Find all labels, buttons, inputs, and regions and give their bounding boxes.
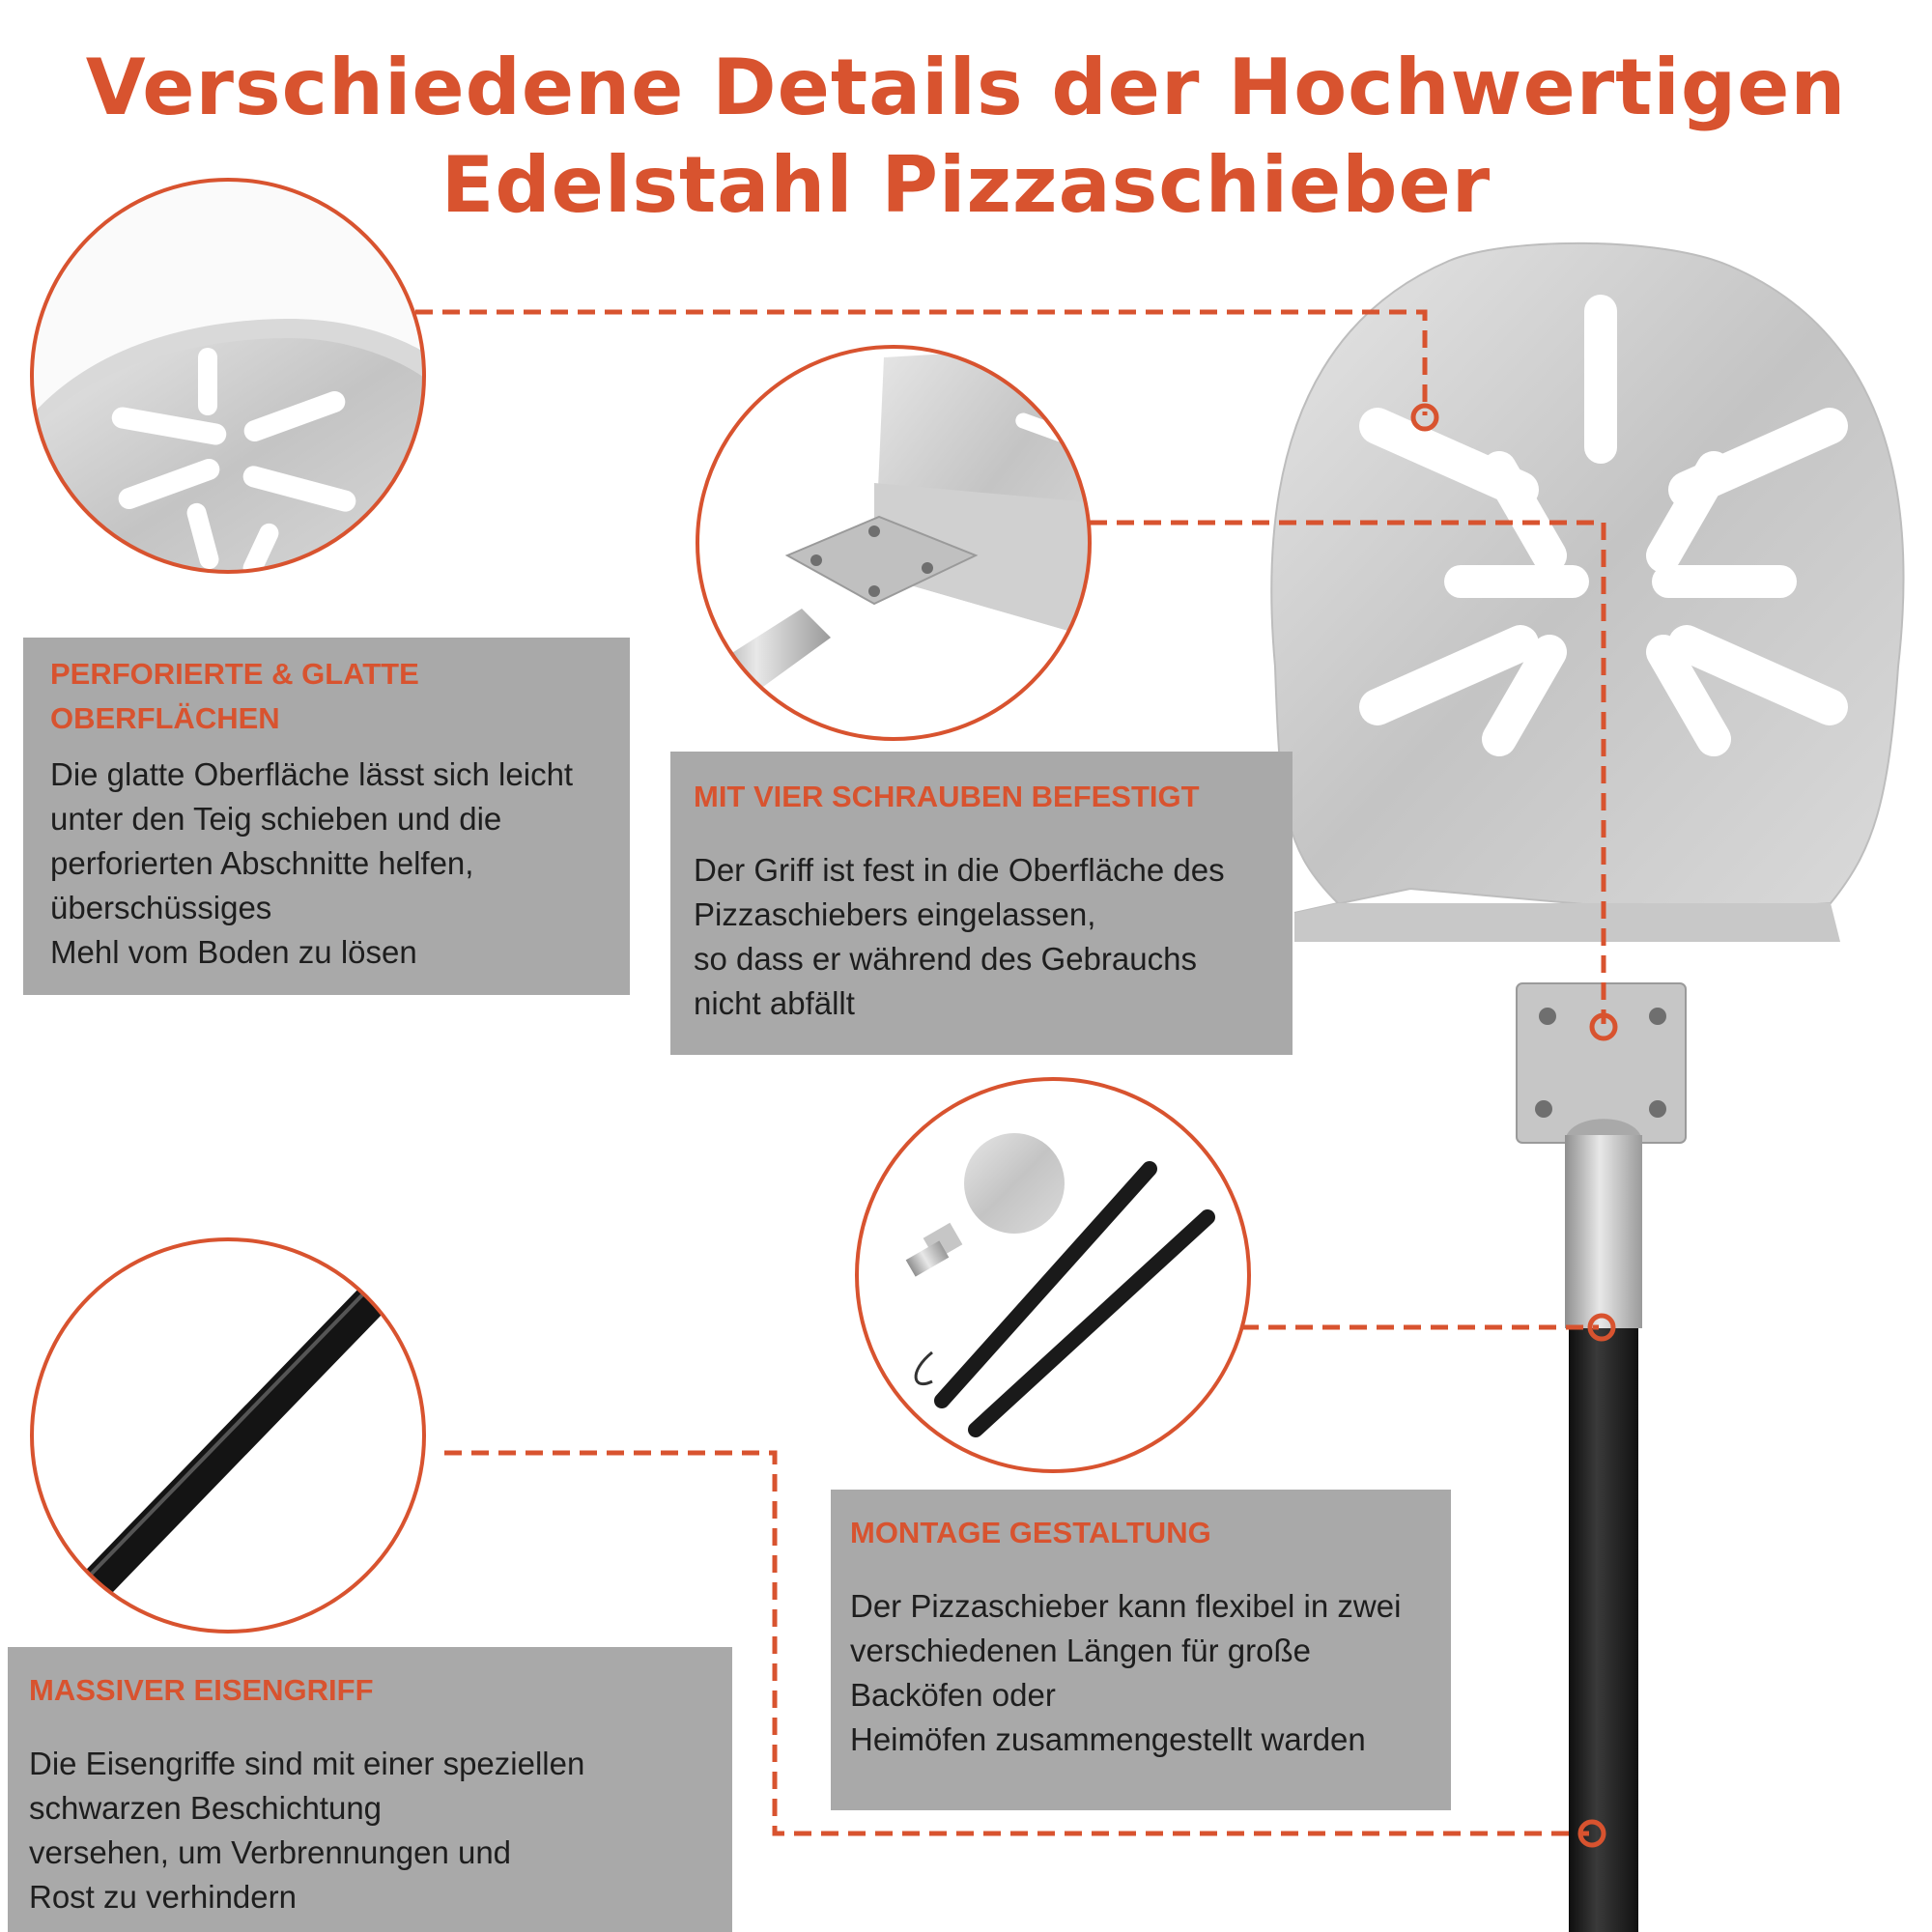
feature-text: Die glatte Oberfläche lässt sich leicht unter den Teig schieben und die perforierten Abschnitte helfen, überschüssiges Mehl vom Boden zu lösen <box>50 756 574 970</box>
feature-text: Der Griff ist fest in die Oberfläche des Pizzaschiebers eingelassen, so dass er während des Gebrauchs nicht abfällt <box>694 852 1225 1021</box>
black-handle <box>1569 1328 1638 1932</box>
feature-heading: MIT VIER SCHRAUBEN BEFESTIGT <box>694 780 1200 813</box>
page-title-line-2: Edelstahl Pizzaschieber <box>440 140 1492 230</box>
page-title-line-1: Verschiedene Details der Hochwertigen <box>85 43 1847 132</box>
feature-box-screws <box>670 752 1293 1055</box>
feature-text: Die Eisengriffe sind mit einer speziellen schwarzen Beschichtung versehen, um Verbrennungen und Rost zu verhindern <box>29 1746 585 1915</box>
detail-circle-assembly <box>850 1072 1256 1478</box>
feature-box-perforated <box>23 638 630 995</box>
detail-circle-screws <box>696 343 1092 739</box>
feature-text: Der Pizzaschieber kann flexibel in zwei verschiedenen Längen für große Backöfen oder Heimöfen zusammengestellt warden <box>850 1588 1402 1757</box>
steel-shaft <box>1565 1135 1642 1328</box>
mount-plate <box>1517 983 1686 1143</box>
detail-circle-perforated <box>10 179 444 599</box>
detail-circle-handle <box>29 1236 435 1642</box>
feature-heading: PERFORIERTE & GLATTE OBERFLÄCHEN <box>50 657 419 735</box>
feature-box-assembly <box>831 1490 1451 1810</box>
feature-heading: MASSIVER EISENGRIFF <box>29 1673 374 1707</box>
feature-heading: MONTAGE GESTALTUNG <box>850 1516 1211 1549</box>
feature-box-iron-handle <box>8 1647 732 1932</box>
